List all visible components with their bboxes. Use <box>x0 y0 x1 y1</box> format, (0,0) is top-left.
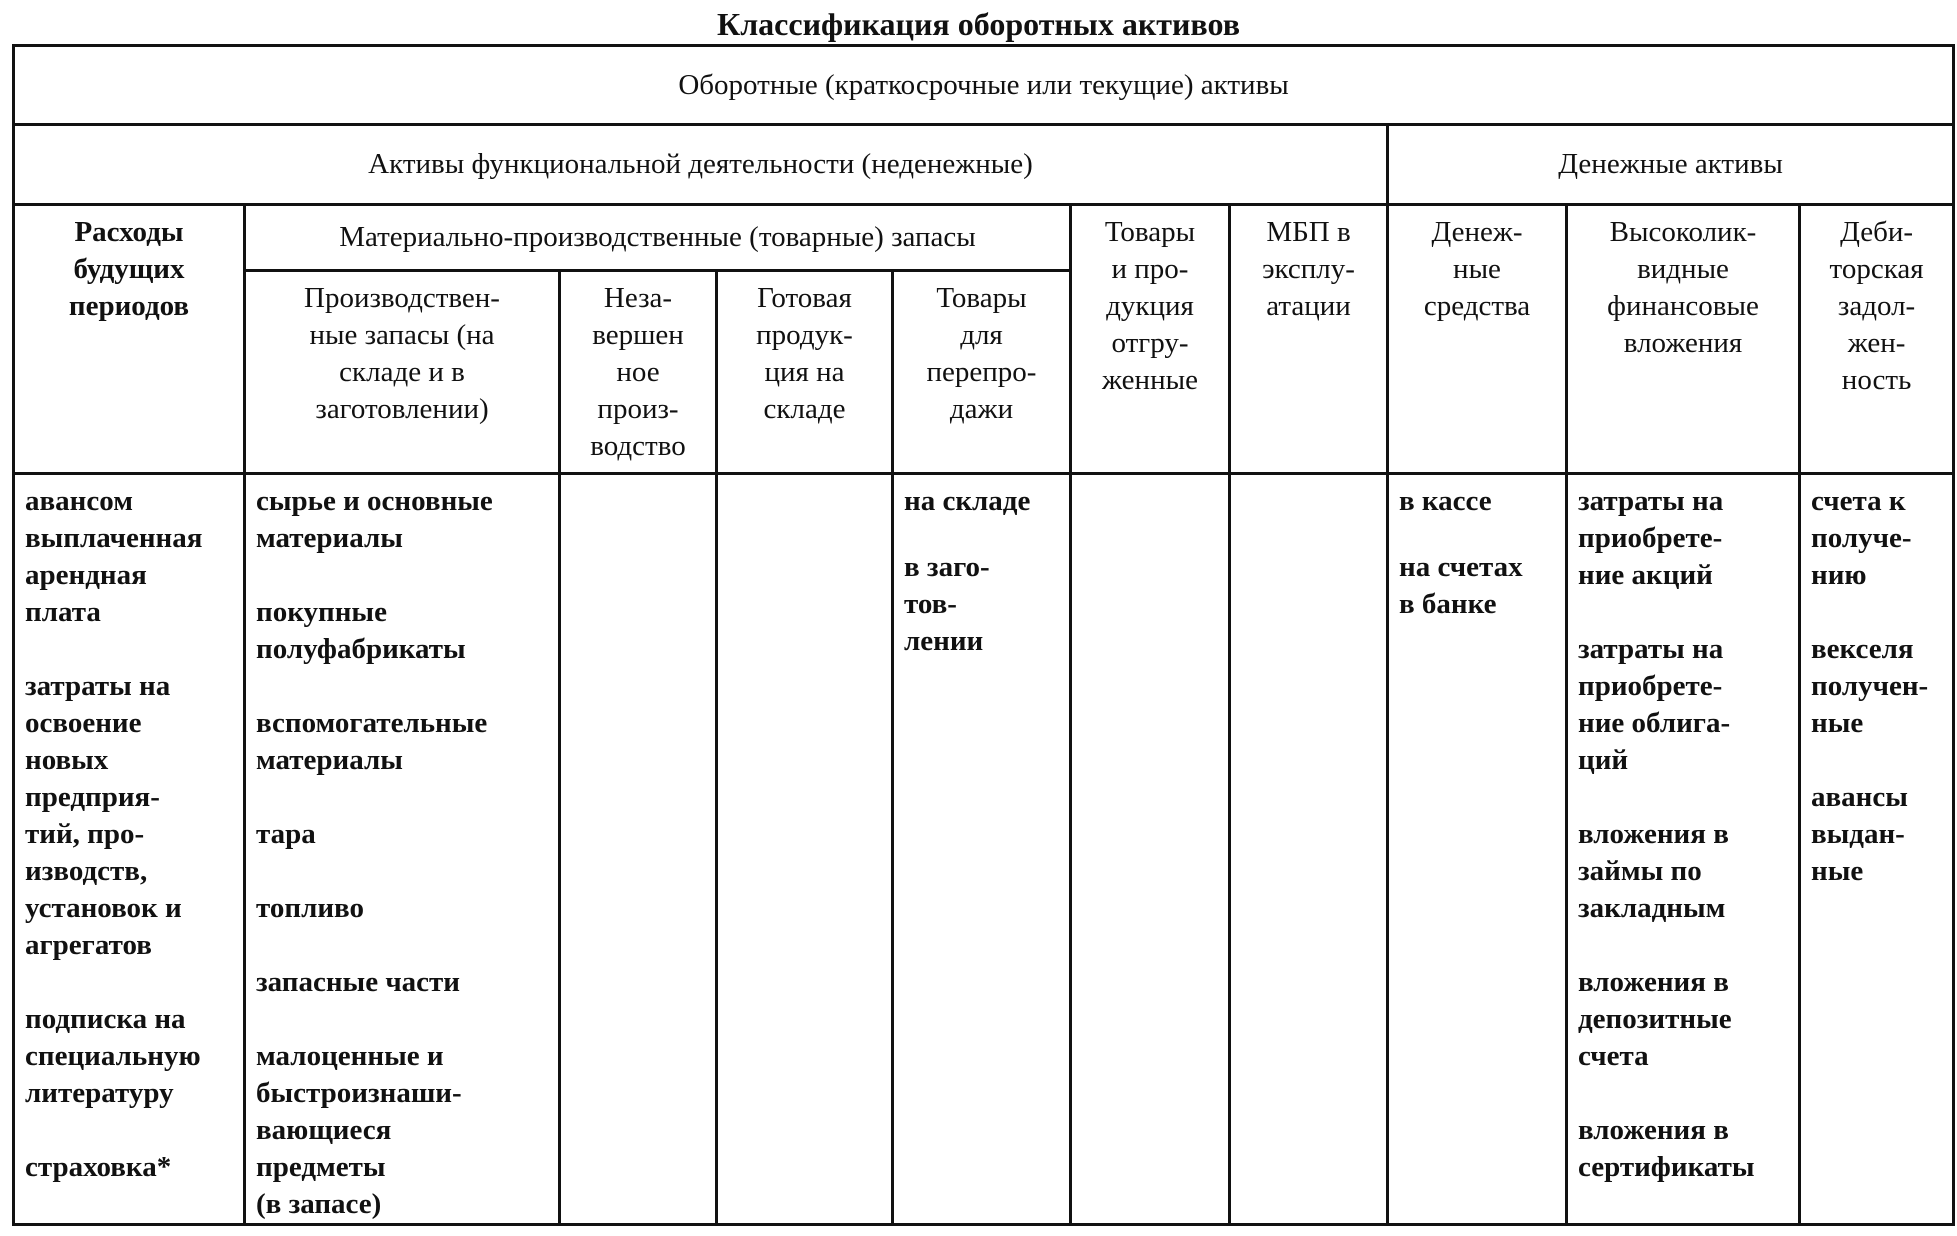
list-item-line: вложения в <box>1578 966 1729 998</box>
list-item <box>1578 964 1792 1075</box>
document-title: Классификация оборотных активов <box>717 6 1240 42</box>
list-item-line: затраты на <box>1578 633 1724 665</box>
header-line: для <box>960 319 1003 351</box>
list-item <box>25 668 237 964</box>
header-line: финансовые <box>1607 290 1759 322</box>
cell-deferred-expenses <box>14 474 245 1225</box>
list-item-line: выдан- <box>1811 818 1905 850</box>
header-goods-for-resale <box>893 271 1071 474</box>
list-item <box>1578 483 1792 594</box>
header-line: перепро- <box>926 356 1037 388</box>
list-item <box>904 483 1063 520</box>
list-item-line: ные <box>1811 855 1864 887</box>
list-item-line: закладным <box>1578 892 1726 924</box>
header-liquid-investments <box>1567 205 1800 474</box>
list-item-line: сырье и основные <box>256 485 493 517</box>
header-line: видные <box>1637 253 1729 285</box>
list-item-line: ные <box>1811 707 1864 739</box>
list-item-line: счета <box>1578 1040 1649 1072</box>
list-item-line: (в запасе) <box>256 1188 382 1220</box>
header-line: женные <box>1102 364 1198 396</box>
list-item-line: в кассе <box>1399 485 1492 517</box>
list-item <box>256 964 552 1001</box>
list-item-line: тара <box>256 818 316 850</box>
header-line: эксплу- <box>1262 253 1355 285</box>
header-current-assets: Оборотные (краткосрочные или текущие) активы <box>14 46 1954 125</box>
header-line: заготовлении) <box>315 393 489 425</box>
list-item-line: материалы <box>256 744 403 776</box>
header-line: Товары <box>936 282 1027 314</box>
classification-table <box>12 44 1955 1226</box>
header-line: Денеж- <box>1431 216 1523 248</box>
header-line: ное <box>616 356 660 388</box>
cell-mbp-in-use <box>1230 474 1388 1225</box>
header-line: будущих <box>73 253 185 285</box>
header-functional-assets: Активы функциональной деятельности (неденежные) <box>14 125 1388 205</box>
header-line: Производствен- <box>304 282 500 314</box>
list-item-line: на складе <box>904 485 1031 517</box>
list-item <box>1811 779 1946 890</box>
list-item <box>256 1038 552 1223</box>
list-item-line: плата <box>25 596 101 628</box>
header-line: периодов <box>68 290 190 322</box>
list-item-line: страховка* <box>25 1151 172 1183</box>
list-item-line: тий, про- <box>25 818 145 850</box>
header-line: ция на <box>764 356 845 388</box>
header-line: ность <box>1841 364 1912 396</box>
cell-production-stocks <box>245 474 560 1225</box>
list-item-line: приобрете- <box>1578 670 1723 702</box>
list-item-line: освоение <box>25 707 142 739</box>
header-cash <box>1388 205 1567 474</box>
list-item-line: выплаченная <box>25 522 203 554</box>
header-line: ные <box>1453 253 1501 285</box>
list-item-line: ций <box>1578 744 1629 776</box>
list-item-line: в заго- <box>904 551 990 583</box>
list-item-line: получен- <box>1811 670 1929 702</box>
list-item <box>256 816 552 853</box>
cell-receivables <box>1800 474 1954 1225</box>
list-item-line: авансом <box>25 485 133 517</box>
header-line: ные запасы (на <box>309 319 495 351</box>
list-item-line: подписка на <box>25 1003 186 1035</box>
header-line: Неза- <box>603 282 673 314</box>
list-item-line: арендная <box>25 559 147 591</box>
header-line: продук- <box>756 319 853 351</box>
header-monetary-assets: Денежные активы <box>1388 125 1954 205</box>
header-row-top <box>14 46 1954 125</box>
list-item <box>1811 631 1946 742</box>
list-item-line: тов- <box>904 588 957 620</box>
list-item-line: счета к <box>1811 485 1906 517</box>
list-item-line: материалы <box>256 522 403 554</box>
list-item-line: затраты на <box>1578 485 1724 517</box>
list-item <box>25 1149 237 1186</box>
list-item-line: депозитные <box>1578 1003 1732 1035</box>
header-deferred-expenses <box>14 205 245 474</box>
cell-work-in-progress <box>560 474 717 1225</box>
header-line: задол- <box>1837 290 1916 322</box>
list-item-line: топливо <box>256 892 365 924</box>
cell-goods-shipped <box>1071 474 1230 1225</box>
list-item-line: затраты на <box>25 670 171 702</box>
list-item <box>1399 483 1559 520</box>
list-item-line: приобрете- <box>1578 522 1723 554</box>
list-item-line: покупные <box>256 596 387 628</box>
list-item-line: быстроизнаши- <box>256 1077 462 1109</box>
list-item <box>256 890 552 927</box>
header-finished-goods <box>717 271 893 474</box>
list-item-line: агрегатов <box>25 929 152 961</box>
list-item-line: нию <box>1811 559 1867 591</box>
header-work-in-progress <box>560 271 717 474</box>
list-item-line: вающиеся <box>256 1114 392 1146</box>
list-item <box>25 483 237 631</box>
header-line: Готовая <box>757 282 852 314</box>
list-item <box>256 483 552 557</box>
list-item-line: сертификаты <box>1578 1151 1755 1183</box>
list-item-line: получе- <box>1811 522 1912 554</box>
list-item-line: векселя <box>1811 633 1914 665</box>
header-line: вершен <box>592 319 684 351</box>
list-item <box>256 594 552 668</box>
header-production-stocks <box>245 271 560 474</box>
list-item-line: на счетах <box>1399 551 1523 583</box>
list-item <box>1811 483 1946 594</box>
list-item-line: предметы <box>256 1151 386 1183</box>
header-line: атации <box>1266 290 1351 322</box>
header-line: дажи <box>949 393 1014 425</box>
header-mbp-in-use <box>1230 205 1388 474</box>
header-row-groups <box>14 125 1954 205</box>
cell-liquid-investments <box>1567 474 1800 1225</box>
list-item-line: литературу <box>25 1077 174 1109</box>
header-inventories: Материально-производственные (товарные) запасы <box>245 205 1071 271</box>
list-item-line: ние облига- <box>1578 707 1731 739</box>
header-line: средства <box>1423 290 1531 322</box>
header-line: складе <box>763 393 846 425</box>
header-line: складе и в <box>339 356 465 388</box>
body-row <box>14 474 1954 1225</box>
header-line: водство <box>590 430 686 462</box>
list-item-line: в банке <box>1399 588 1497 620</box>
header-line: жен- <box>1847 327 1906 359</box>
cell-goods-for-resale <box>893 474 1071 1225</box>
list-item-line: изводств, <box>25 855 148 887</box>
list-item-line: лении <box>904 625 984 657</box>
list-item <box>1578 816 1792 927</box>
header-line: Деби- <box>1840 216 1914 248</box>
list-item-line: займы по <box>1578 855 1702 887</box>
list-item <box>1578 1112 1792 1186</box>
list-item-line: полуфабрикаты <box>256 633 466 665</box>
list-item-line: запасные части <box>256 966 461 998</box>
list-item-line: специальную <box>25 1040 201 1072</box>
header-line: Товары <box>1104 216 1196 248</box>
cell-cash <box>1388 474 1567 1225</box>
list-item-line: новых <box>25 744 109 776</box>
header-goods-shipped <box>1071 205 1230 474</box>
list-item <box>1399 549 1559 623</box>
list-item-line: установок и <box>25 892 182 924</box>
header-receivables <box>1800 205 1954 474</box>
header-line: произ- <box>597 393 679 425</box>
header-line: Расходы <box>74 216 184 248</box>
header-line: Высоколик- <box>1609 216 1757 248</box>
list-item-line: авансы <box>1811 781 1908 813</box>
header-line: МБП в <box>1266 216 1351 248</box>
list-item-line: ние акций <box>1578 559 1713 591</box>
header-line: торская <box>1829 253 1924 285</box>
list-item-line: предприя- <box>25 781 160 813</box>
header-row-categories <box>14 205 1954 271</box>
header-line: вложения <box>1623 327 1743 359</box>
header-line: дукция <box>1106 290 1194 322</box>
header-line: отгру- <box>1111 327 1189 359</box>
header-line: и про- <box>1111 253 1189 285</box>
list-item-line: вложения в <box>1578 818 1729 850</box>
list-item-line: малоценные и <box>256 1040 444 1072</box>
cell-finished-goods <box>717 474 893 1225</box>
list-item-line: вложения в <box>1578 1114 1729 1146</box>
list-item <box>904 549 1063 660</box>
list-item-line: вспомогательные <box>256 707 488 739</box>
list-item <box>256 705 552 779</box>
list-item <box>25 1001 237 1112</box>
list-item <box>1578 631 1792 779</box>
